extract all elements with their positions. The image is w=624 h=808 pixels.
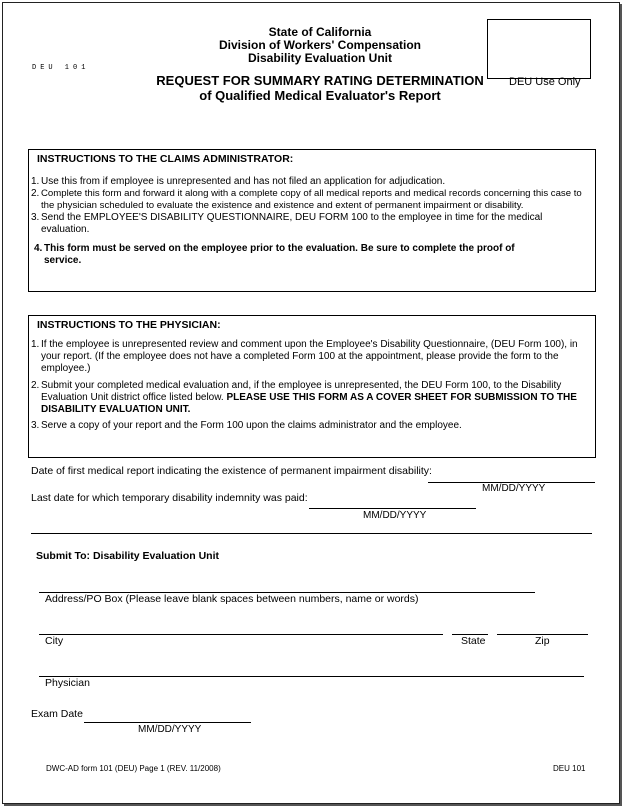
claims-admin-item-1: 1. Use this from if employee is unrepresented and has not filed an application for adjudication. <box>31 176 446 187</box>
last-td-date-field[interactable] <box>309 508 476 509</box>
city-label: City <box>45 635 64 647</box>
division-heading: Division of Workers' Compensation <box>219 38 421 52</box>
form-title: REQUEST FOR SUMMARY RATING DETERMINATION <box>156 73 484 88</box>
physician-heading: INSTRUCTIONS TO THE PHYSICIAN: <box>37 319 221 331</box>
unit-heading: Disability Evaluation Unit <box>247 51 393 65</box>
form-code-barcode: DEU 101 <box>32 64 90 72</box>
first-report-date-hint: MM/DD/YYYY <box>482 483 546 494</box>
claims-admin-item-2: 2. Complete this form and forward it along with a complete copy of all medical reports and medical records concerning this case to the physician scheduled to evaluate the existence and existence and extent of permanent impairment or disability. <box>31 188 582 211</box>
claims-admin-heading: INSTRUCTIONS TO THE CLAIMS ADMINISTRATOR: <box>37 153 294 165</box>
physician-field[interactable] <box>39 676 584 677</box>
state-label: State <box>461 635 486 647</box>
last-td-date-label: Last date for which temporary disability indemnity was paid: <box>31 492 308 504</box>
submit-to-heading: Submit To: Disability Evaluation Unit <box>36 550 219 562</box>
state-heading: State of California <box>268 25 372 39</box>
claims-admin-instructions <box>28 149 596 292</box>
physician-item-3: 3. Serve a copy of your report and the Form 100 upon the claims administrator and the employee. <box>31 420 462 431</box>
section-divider <box>31 533 592 534</box>
address-label: Address/PO Box (Please leave blank spaces between numbers, name or words) <box>45 593 419 605</box>
claims-admin-item-3: 3. Send the EMPLOYEE'S DISABILITY QUESTIONNAIRE, DEU FORM 100 to the employee in time for the medical evaluation. <box>31 212 543 235</box>
claims-admin-item-4: 4. This form must be served on the employee prior to the evaluation. Be sure to complete the proof of service. <box>34 243 515 266</box>
footer-form-id: DWC-AD form 101 (DEU) Page 1 (REV. 11/2008) <box>46 764 221 773</box>
exam-date-hint: MM/DD/YYYY <box>138 724 202 735</box>
physician-instructions <box>28 315 596 458</box>
exam-date-field[interactable] <box>84 722 251 723</box>
deu-use-only-box <box>487 19 591 79</box>
first-report-date-label: Date of first medical report indicating the existence of permanent impairment disability: <box>31 465 432 477</box>
zip-label: Zip <box>535 635 550 647</box>
physician-label: Physician <box>45 677 90 689</box>
city-field[interactable] <box>39 634 443 635</box>
form-subtitle: of Qualified Medical Evaluator's Report <box>199 88 441 103</box>
physician-item-2: 2. Submit your completed medical evaluation and, if the employee is unrepresented, the DEU Form 100, to the Disability Evaluation Unit district office listed below. PLEASE USE THIS FORM AS A COVER SHEET FOR SUBMISSION TO THE DISABILITY EVALUATION UNIT. <box>31 380 577 415</box>
physician-item-1: 1. If the employee is unrepresented review and comment upon the Employee's Disability Questionnaire, (DEU Form 100), in your report. (If the employee does not have a completed Form 100 at the appointment, please provide the form to the employee.) <box>31 339 578 374</box>
footer-form-code: DEU 101 <box>553 764 586 773</box>
exam-date-label: Exam Date <box>31 708 83 720</box>
deu-use-only-label: DEU Use Only <box>509 76 581 88</box>
last-td-date-hint: MM/DD/YYYY <box>363 510 427 521</box>
